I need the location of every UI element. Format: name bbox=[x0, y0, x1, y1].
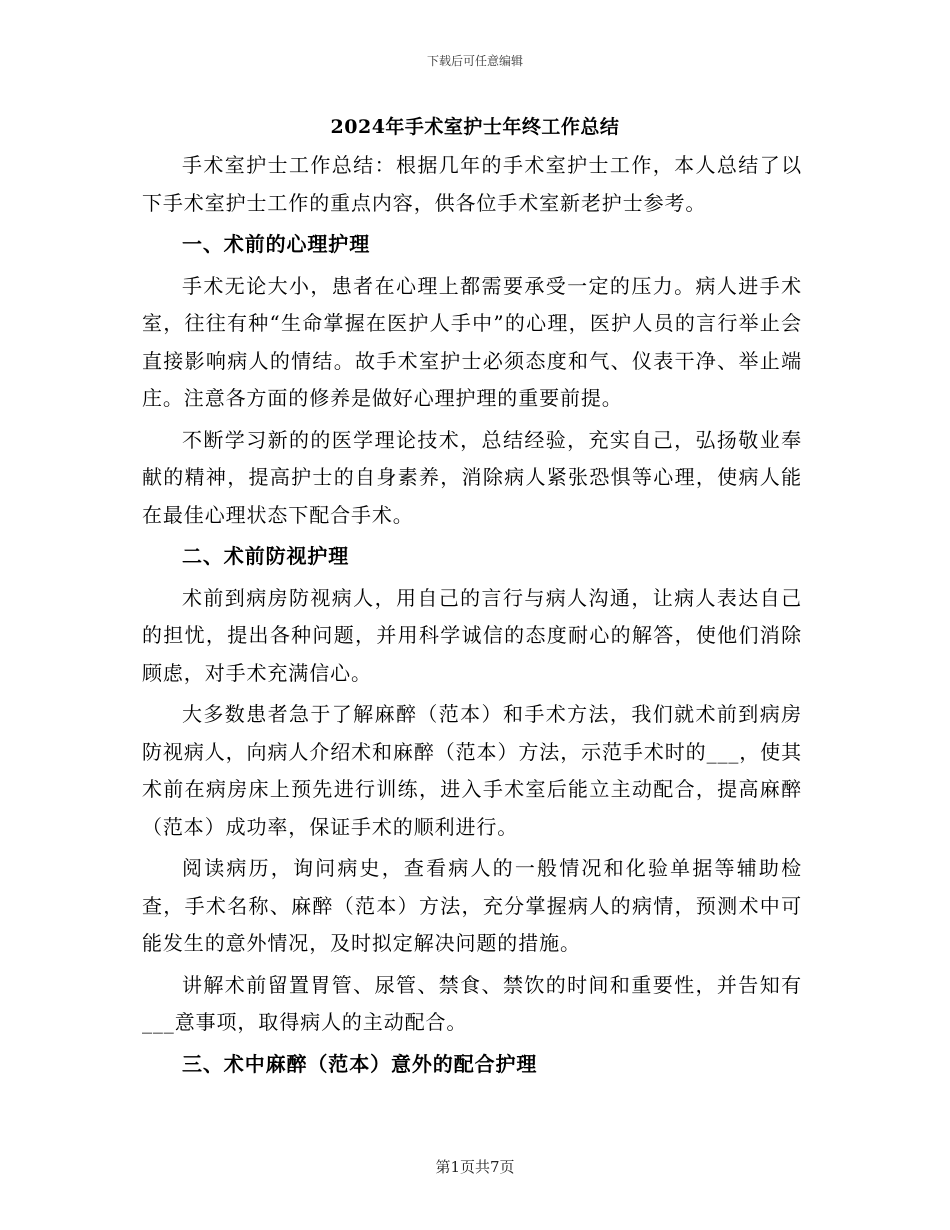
page-header-note: 下载后可任意编辑 bbox=[426, 54, 523, 68]
section-heading-1: 一、术前的心理护理 bbox=[182, 232, 371, 256]
page-number: 第1页共7页 bbox=[435, 1158, 515, 1176]
section-heading-2: 二、术前防视护理 bbox=[182, 544, 350, 568]
paragraph: 不断学习新的的医学理论技术，总结经验，充实自己，弘扬敬业奉献的精神，提高护士的自身素养，消除病人紧张恐惧等心理，使病人能在最佳心理状态下配合手术。 bbox=[142, 427, 802, 527]
document-title: 2024年手术室护士年终工作总结 bbox=[330, 116, 620, 138]
paragraph: 术前到病房防视病人，用自己的言行与病人沟通，让病人表达自己的担忧，提出各种问题，并用科学诚信的态度耐心的解答，使他们消除顾虑，对手术充满信心。 bbox=[142, 585, 802, 685]
paragraph-intro: 手术室护士工作总结：根据几年的手术室护士工作，本人总结了以下手术室护士工作的重点内容，供各位手术室新老护士参考。 bbox=[142, 153, 802, 215]
paragraph: 阅读病历，询问病史，查看病人的一般情况和化验单据等辅助检查，手术名称、麻醉（范本）方法，充分掌握病人的病情，预测术中可能发生的意外情况，及时拟定解决问题的措施。 bbox=[142, 856, 802, 955]
document-body bbox=[142, 147, 802, 1087]
paragraph: 手术无论大小，患者在心理上都需要承受一定的压力。病人进手术室，往往有种“生命掌握在医护人手中”的心理，医护人员的言行举止会直接影响病人的情结。故手术室护士必须态度和气、仪表干净、举止端庄。注意各方面的修养是做好心理护理的重要前提。 bbox=[142, 273, 802, 410]
section-heading-3: 三、术中麻醉（范本）意外的配合护理 bbox=[182, 1051, 538, 1076]
paragraph: 大多数患者急于了解麻醉（范本）和手术方法，我们就术前到病房防视病人，向病人介绍术和麻醉（范本）方法，示范手术时的___，使其术前在病房床上预先进行训练，进入手术室后能立主动配合，提高麻醉（范本）成功率，保证手术的顺利进行。 bbox=[142, 702, 802, 839]
paragraph: 讲解术前留置胃管、尿管、禁食、禁饮的时间和重要性，并告知有___意事项，取得病人的主动配合。 bbox=[142, 972, 802, 1034]
